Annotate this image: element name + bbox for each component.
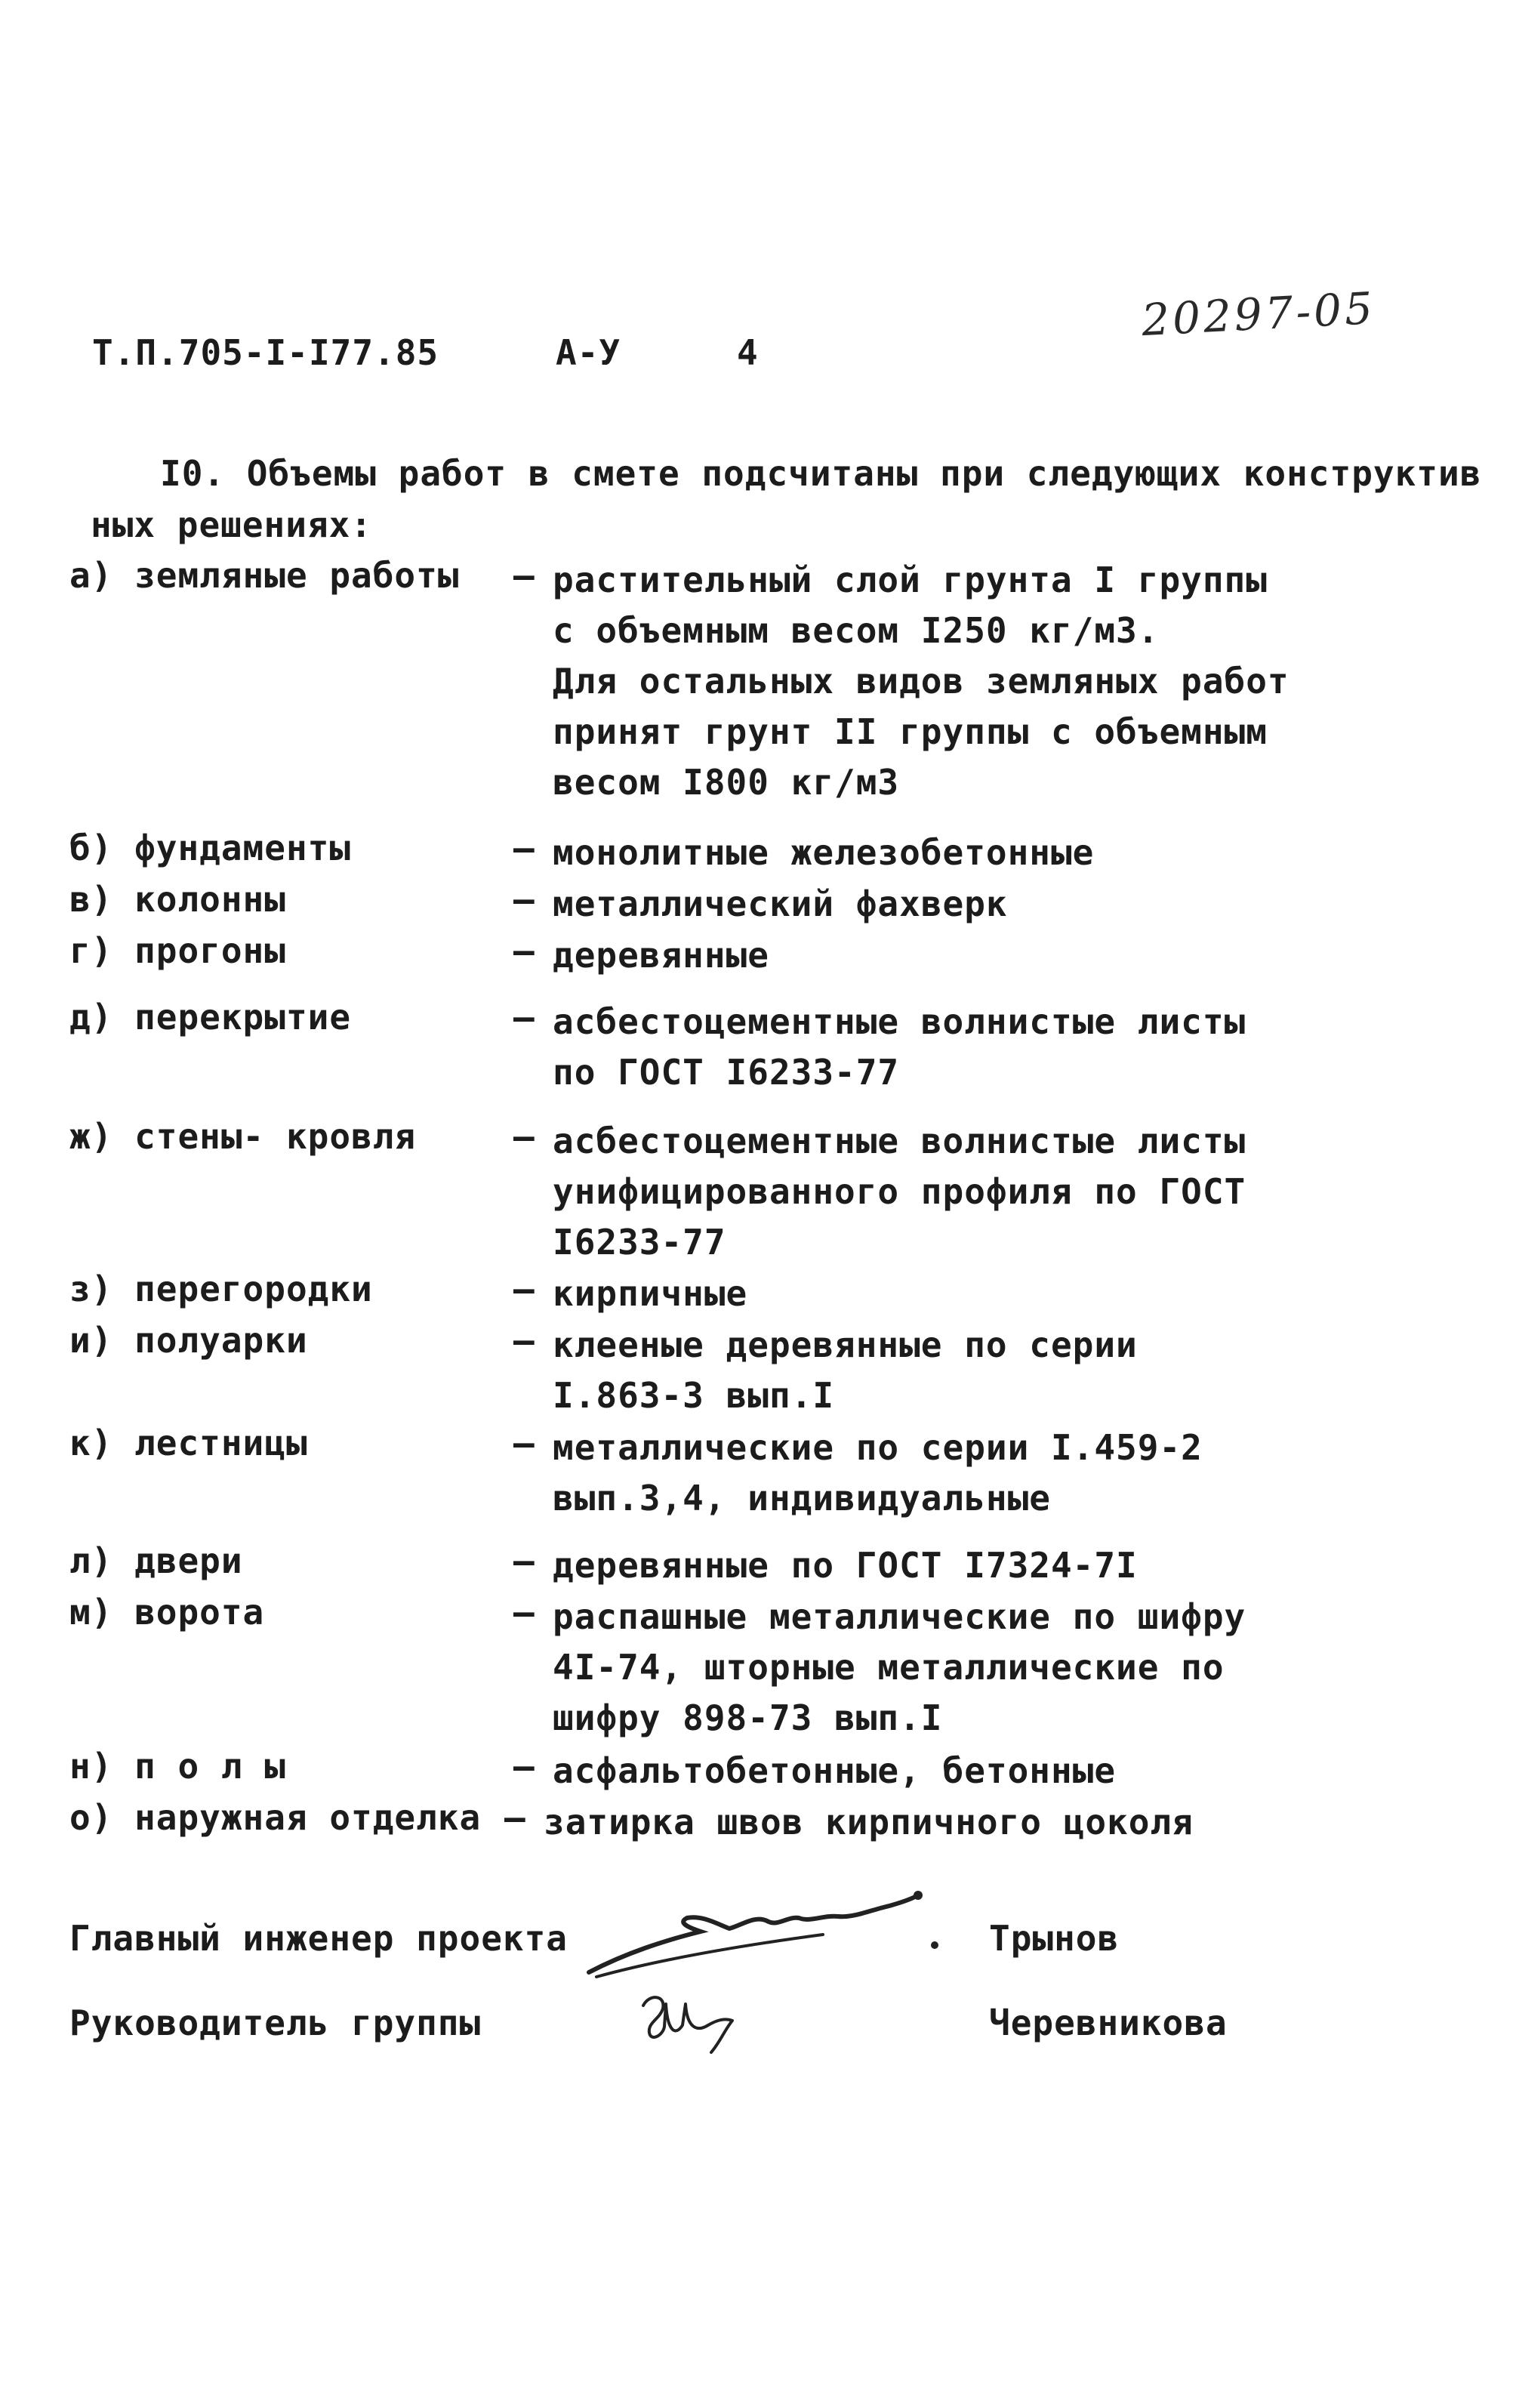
item-label: б) фундаменты: [69, 828, 352, 868]
item-value: монолитные железобетонные: [553, 832, 1095, 873]
item-label: л) двери: [69, 1540, 243, 1581]
item-label: о) наружная отделка: [69, 1797, 482, 1838]
signature-name: Трынов: [989, 1918, 1120, 1959]
intro-line-1: I0. Объемы работ в смете подсчитаны при следующих конструктив: [160, 453, 1482, 494]
item-value: деревянные: [553, 935, 769, 976]
item-value: растительный слой грунта I группы с объемным весом I250 кг/м3. Для остальных видов земляных работ принят грунт II группы с объемным весом I800 кг/м3: [553, 560, 1290, 803]
signature-chief-engineer: [574, 1888, 936, 1993]
item-value: металлический фахверк: [553, 883, 1008, 924]
item-value: асбестоцементные волнистые листы по ГОСТ I6233-77: [553, 1001, 1246, 1093]
item-label: г) прогоны: [69, 930, 286, 971]
item-value: асфальтобетонные, бетонные: [553, 1750, 1117, 1791]
item-label: ж) стены- кровля: [69, 1116, 417, 1157]
archive-number: 20297-05: [1140, 282, 1377, 347]
signature-role: Руководитель группы: [69, 2003, 482, 2043]
item-label: з) перегородки: [69, 1269, 373, 1309]
item-label: к) лестницы: [69, 1423, 308, 1463]
item-value: кирпичные: [553, 1273, 748, 1314]
item-label: в) колонны: [69, 879, 286, 920]
item-label: а) земляные работы: [69, 555, 460, 596]
item-value: клееные деревянные по серии I.863-3 вып.I: [553, 1324, 1138, 1416]
signature-group-leader: [633, 1983, 784, 2066]
item-value: металлические по серии I.459-2 вып.3,4, индивидуальные: [553, 1427, 1203, 1518]
item-value: асбестоцементные волнистые листы унифицированного профиля по ГОСТ I6233-77: [553, 1121, 1246, 1263]
intro-line-2: ных решениях:: [91, 504, 373, 545]
item-label: д) перекрытие: [69, 997, 352, 1038]
item-label: н) п о л ы: [69, 1746, 286, 1787]
item-label: и) полуарки: [69, 1320, 308, 1361]
doc-code: Т.П.705-I-I77.85: [92, 332, 439, 373]
item-value: затирка швов кирпичного цоколя: [544, 1802, 1194, 1842]
section-code: А-У: [556, 332, 621, 373]
item-value: деревянные по ГОСТ I7324-7I: [553, 1545, 1138, 1586]
item-value: распашные металлические по шифру 4I-74, шторные металлические по шифру 898-73 вып.I: [553, 1596, 1246, 1738]
signature-name: Черевникова: [989, 2003, 1228, 2043]
signature-role: Главный инженер проекта: [69, 1918, 568, 1959]
page-number: 4: [737, 332, 759, 373]
item-label: м) ворота: [69, 1592, 265, 1633]
